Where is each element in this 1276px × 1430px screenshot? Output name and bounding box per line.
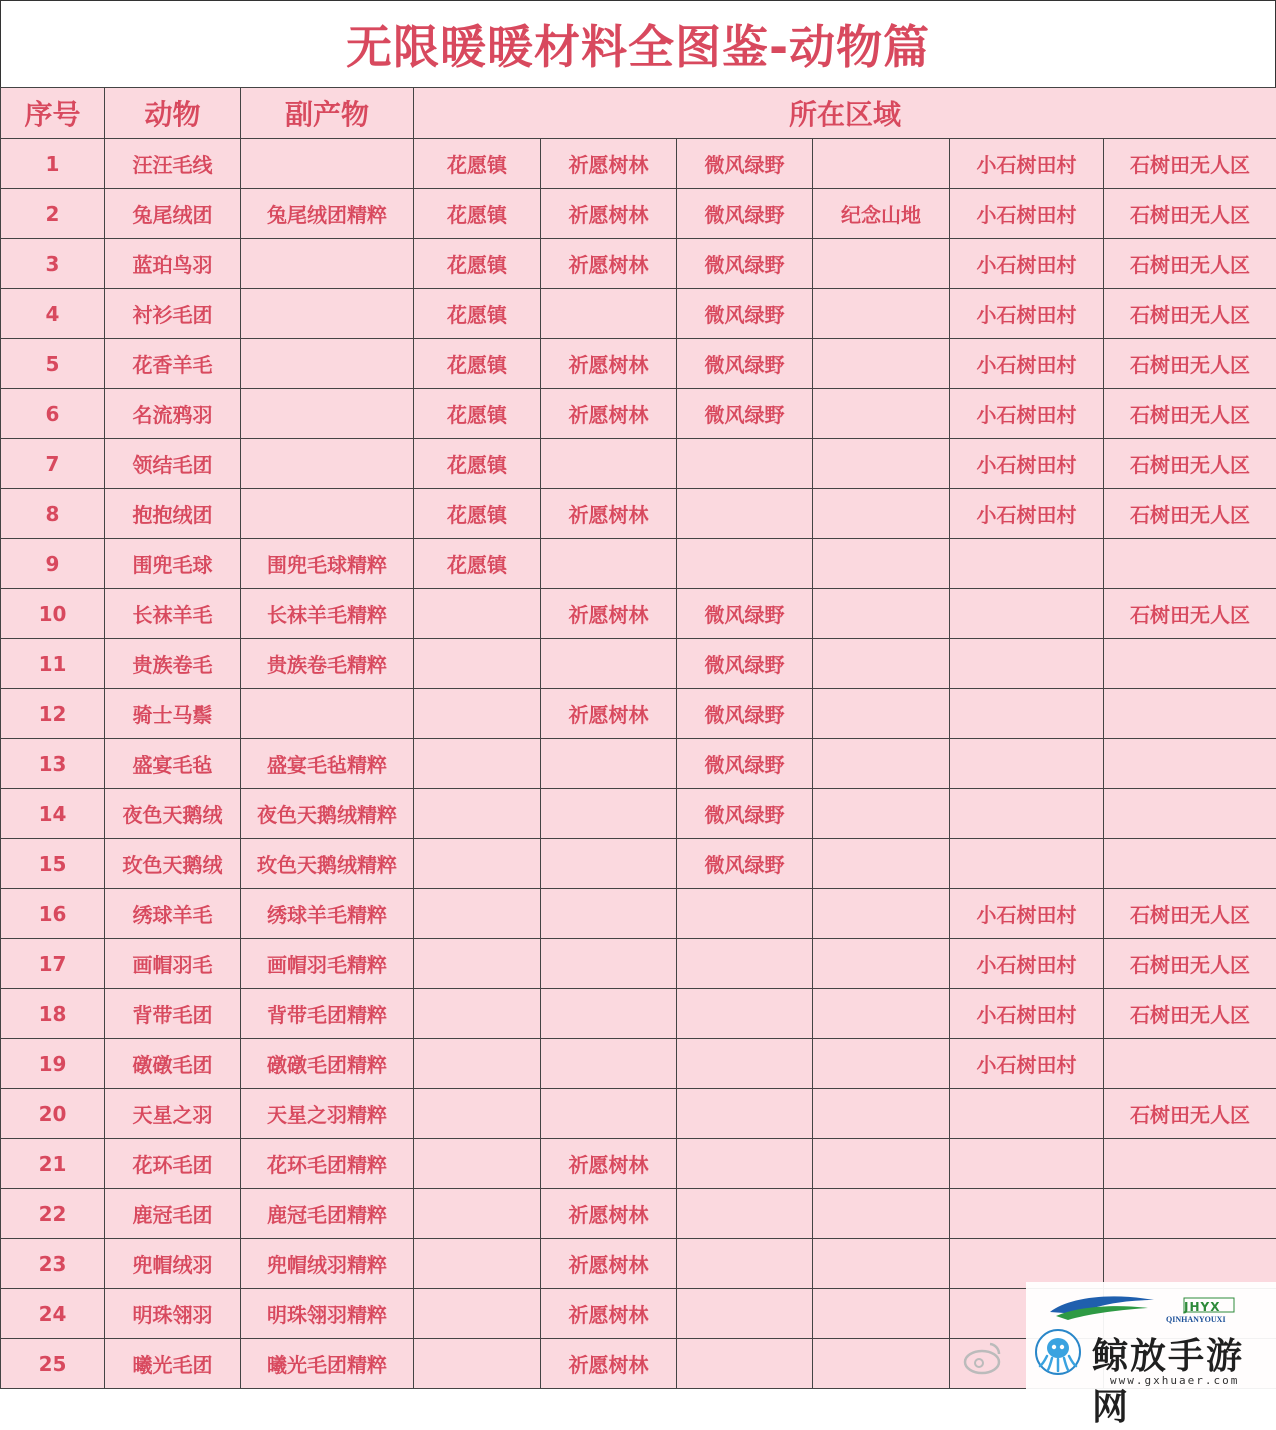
cell-area <box>414 1339 541 1389</box>
cell-area <box>813 389 950 439</box>
cell-byproduct: 礅礅毛团精粹 <box>241 1039 414 1089</box>
cell-area: 微风绿野 <box>677 839 813 889</box>
header-area: 所在区域 <box>414 88 1276 139</box>
table-row <box>1 489 1276 539</box>
cell-animal: 骑士马鬃 <box>105 689 241 739</box>
cell-area <box>414 1039 541 1089</box>
cell-area: 石树田无人区 <box>1104 889 1276 939</box>
cell-area: 小石树田村 <box>950 239 1104 289</box>
cell-area <box>1104 1189 1276 1239</box>
table-row <box>1 989 1276 1039</box>
cell-area: 石树田无人区 <box>1104 1089 1276 1139</box>
cell-animal: 围兜毛球 <box>105 539 241 589</box>
cell-byproduct: 背带毛团精粹 <box>241 989 414 1039</box>
cell-area <box>677 489 813 539</box>
cell-area: 微风绿野 <box>677 639 813 689</box>
cell-area <box>1104 1239 1276 1289</box>
cell-number: 16 <box>1 889 105 939</box>
cell-area: 祈愿树林 <box>541 1239 677 1289</box>
cell-area <box>541 889 677 939</box>
cell-area: 花愿镇 <box>414 289 541 339</box>
cell-number: 13 <box>1 739 105 789</box>
table-row <box>1 139 1276 189</box>
cell-area <box>414 789 541 839</box>
cell-area <box>414 889 541 939</box>
cell-area: 微风绿野 <box>677 239 813 289</box>
cell-animal: 花环毛团 <box>105 1139 241 1189</box>
cell-area: 花愿镇 <box>414 439 541 489</box>
cell-area <box>677 989 813 1039</box>
cell-area <box>813 239 950 289</box>
cell-area: 花愿镇 <box>414 489 541 539</box>
table-row <box>1 1089 1276 1139</box>
cell-byproduct <box>241 439 414 489</box>
cell-area: 小石树田村 <box>950 439 1104 489</box>
cell-area: 小石树田村 <box>950 339 1104 389</box>
cell-area: 花愿镇 <box>414 139 541 189</box>
cell-area: 祈愿树林 <box>541 689 677 739</box>
cell-byproduct <box>241 489 414 539</box>
cell-area: 小石树田村 <box>950 189 1104 239</box>
cell-area <box>414 739 541 789</box>
cell-byproduct: 绣球羊毛精粹 <box>241 889 414 939</box>
cell-area <box>541 739 677 789</box>
cell-area <box>813 589 950 639</box>
cell-area <box>813 1039 950 1089</box>
cell-area <box>1104 639 1276 689</box>
table-row <box>1 539 1276 589</box>
cell-area <box>677 539 813 589</box>
cell-animal: 绣球羊毛 <box>105 889 241 939</box>
cell-area <box>541 289 677 339</box>
cell-area <box>1104 1039 1276 1089</box>
cell-byproduct: 玫色天鹅绒精粹 <box>241 839 414 889</box>
cell-byproduct: 夜色天鹅绒精粹 <box>241 789 414 839</box>
cell-area: 石树田无人区 <box>1104 289 1276 339</box>
cell-area <box>677 1139 813 1189</box>
cell-animal: 天星之羽 <box>105 1089 241 1139</box>
cell-area: 花愿镇 <box>414 239 541 289</box>
cell-byproduct: 曦光毛团精粹 <box>241 1339 414 1389</box>
table-row <box>1 789 1276 839</box>
cell-area <box>541 939 677 989</box>
cell-number: 9 <box>1 539 105 589</box>
cell-area <box>950 689 1104 739</box>
cell-animal: 背带毛团 <box>105 989 241 1039</box>
cell-area: 祈愿树林 <box>541 1139 677 1189</box>
table-row <box>1 189 1276 239</box>
cell-area: 祈愿树林 <box>541 1189 677 1239</box>
cell-byproduct: 兜帽绒羽精粹 <box>241 1239 414 1289</box>
cell-area <box>414 589 541 639</box>
cell-area: 石树田无人区 <box>1104 489 1276 539</box>
cell-area <box>677 1089 813 1139</box>
cell-number: 19 <box>1 1039 105 1089</box>
cell-area <box>813 1339 950 1389</box>
cell-area <box>677 1239 813 1289</box>
cell-animal: 兜帽绒羽 <box>105 1239 241 1289</box>
site-name: 鲸放手游网 <box>1092 1328 1276 1430</box>
cell-area <box>414 1289 541 1339</box>
cell-animal: 名流鸦羽 <box>105 389 241 439</box>
cell-number: 15 <box>1 839 105 889</box>
cell-animal: 夜色天鹅绒 <box>105 789 241 839</box>
cell-number: 8 <box>1 489 105 539</box>
cell-area <box>677 439 813 489</box>
cell-animal: 衬衫毛团 <box>105 289 241 339</box>
cell-area <box>677 939 813 989</box>
cell-area: 花愿镇 <box>414 339 541 389</box>
table-row <box>1 339 1276 389</box>
cell-number: 7 <box>1 439 105 489</box>
cell-area <box>813 689 950 739</box>
cell-area <box>1104 1139 1276 1189</box>
cell-area: 石树田无人区 <box>1104 589 1276 639</box>
cell-byproduct: 围兜毛球精粹 <box>241 539 414 589</box>
cell-area <box>813 439 950 489</box>
header-row <box>1 88 1276 139</box>
cell-animal: 贵族卷毛 <box>105 639 241 689</box>
cell-area: 微风绿野 <box>677 789 813 839</box>
cell-area: 祈愿树林 <box>541 489 677 539</box>
cell-area <box>541 1089 677 1139</box>
cell-area: 微风绿野 <box>677 689 813 739</box>
table-row <box>1 1039 1276 1089</box>
cell-area <box>813 639 950 689</box>
table-row <box>1 239 1276 289</box>
cell-animal: 汪汪毛线 <box>105 139 241 189</box>
cell-area: 微风绿野 <box>677 589 813 639</box>
header-byproduct: 副产物 <box>241 88 414 139</box>
cell-byproduct: 长袜羊毛精粹 <box>241 589 414 639</box>
cell-area <box>813 1289 950 1339</box>
cell-animal: 曦光毛团 <box>105 1339 241 1389</box>
cell-area <box>813 839 950 889</box>
page-title: 无限暖暖材料全图鉴-动物篇 <box>0 0 1276 87</box>
cell-area <box>950 739 1104 789</box>
cell-area <box>677 1189 813 1239</box>
cell-animal: 蓝珀鸟羽 <box>105 239 241 289</box>
table-row <box>1 389 1276 439</box>
cell-area <box>541 789 677 839</box>
cell-area: 祈愿树林 <box>541 189 677 239</box>
cell-area: 小石树田村 <box>950 889 1104 939</box>
cell-number: 12 <box>1 689 105 739</box>
cell-area <box>1104 839 1276 889</box>
cell-area: 纪念山地 <box>813 189 950 239</box>
cell-area <box>813 289 950 339</box>
site-url: www.gxhuaer.com <box>1110 1374 1239 1387</box>
cell-area <box>414 839 541 889</box>
cell-area <box>813 339 950 389</box>
cell-area <box>677 1339 813 1389</box>
cell-number: 10 <box>1 589 105 639</box>
cell-area <box>541 1039 677 1089</box>
cell-area: 小石树田村 <box>950 389 1104 439</box>
cell-byproduct <box>241 689 414 739</box>
table-row <box>1 589 1276 639</box>
cell-byproduct <box>241 139 414 189</box>
cell-animal: 盛宴毛毡 <box>105 739 241 789</box>
cell-area: 花愿镇 <box>414 539 541 589</box>
cell-area <box>950 639 1104 689</box>
cell-area <box>414 639 541 689</box>
cell-animal: 画帽羽毛 <box>105 939 241 989</box>
header-animal: 动物 <box>105 88 241 139</box>
cell-area: 石树田无人区 <box>1104 389 1276 439</box>
cell-area <box>813 1089 950 1139</box>
cell-area: 小石树田村 <box>950 289 1104 339</box>
cell-area <box>813 489 950 539</box>
cell-area: 微风绿野 <box>677 339 813 389</box>
cell-byproduct: 画帽羽毛精粹 <box>241 939 414 989</box>
cell-area: 小石树田村 <box>950 1039 1104 1089</box>
cell-animal: 长袜羊毛 <box>105 589 241 639</box>
cell-area <box>414 1089 541 1139</box>
table-row <box>1 889 1276 939</box>
cell-area <box>541 639 677 689</box>
cell-area <box>950 839 1104 889</box>
cell-area <box>1104 789 1276 839</box>
table-row <box>1 289 1276 339</box>
cell-area <box>414 989 541 1039</box>
table-row <box>1 939 1276 989</box>
cell-area: 石树田无人区 <box>1104 939 1276 989</box>
cell-area: 石树田无人区 <box>1104 339 1276 389</box>
cell-area: 祈愿树林 <box>541 139 677 189</box>
cell-animal: 兔尾绒团 <box>105 189 241 239</box>
cell-number: 11 <box>1 639 105 689</box>
octopus-mascot-icon <box>1034 1328 1082 1378</box>
cell-area <box>541 989 677 1039</box>
cell-number: 4 <box>1 289 105 339</box>
cell-byproduct: 天星之羽精粹 <box>241 1089 414 1139</box>
cell-animal: 抱抱绒团 <box>105 489 241 539</box>
cell-area: 石树田无人区 <box>1104 139 1276 189</box>
cell-byproduct <box>241 389 414 439</box>
cell-area <box>541 839 677 889</box>
cell-area <box>813 789 950 839</box>
cell-area: 祈愿树林 <box>541 1289 677 1339</box>
cell-area <box>813 1239 950 1289</box>
cell-number: 24 <box>1 1289 105 1339</box>
cell-area: 微风绿野 <box>677 139 813 189</box>
cell-area <box>414 939 541 989</box>
table-row <box>1 689 1276 739</box>
cell-area: 微风绿野 <box>677 289 813 339</box>
cell-number: 17 <box>1 939 105 989</box>
cell-area: 祈愿树林 <box>541 239 677 289</box>
table-row <box>1 1239 1276 1289</box>
cell-area <box>1104 689 1276 739</box>
cell-area <box>1104 739 1276 789</box>
cell-area <box>813 739 950 789</box>
cell-animal: 花香羊毛 <box>105 339 241 389</box>
cell-area <box>414 1139 541 1189</box>
cell-area <box>950 789 1104 839</box>
cell-area <box>950 1089 1104 1139</box>
table-row <box>1 1139 1276 1189</box>
cell-area: 石树田无人区 <box>1104 439 1276 489</box>
header-number: 序号 <box>1 88 105 139</box>
cell-animal: 明珠翎羽 <box>105 1289 241 1339</box>
cell-area: 祈愿树林 <box>541 389 677 439</box>
cell-byproduct <box>241 239 414 289</box>
cell-area <box>813 989 950 1039</box>
cell-animal: 玫色天鹅绒 <box>105 839 241 889</box>
cell-number: 3 <box>1 239 105 289</box>
cell-area: 祈愿树林 <box>541 589 677 639</box>
cell-area: 花愿镇 <box>414 189 541 239</box>
cell-area: 小石树田村 <box>950 489 1104 539</box>
cell-number: 1 <box>1 139 105 189</box>
cell-animal: 领结毛团 <box>105 439 241 489</box>
cell-area: 微风绿野 <box>677 189 813 239</box>
whale-logo-icon <box>1048 1290 1158 1324</box>
cell-area <box>813 139 950 189</box>
cell-area <box>813 889 950 939</box>
table-row <box>1 839 1276 889</box>
cell-area <box>541 539 677 589</box>
cell-number: 5 <box>1 339 105 389</box>
cell-number: 6 <box>1 389 105 439</box>
materials-table <box>0 87 1276 1389</box>
cell-area: 石树田无人区 <box>1104 189 1276 239</box>
cell-byproduct <box>241 289 414 339</box>
cell-area <box>950 1239 1104 1289</box>
cell-number: 20 <box>1 1089 105 1139</box>
cell-area <box>677 1289 813 1339</box>
cell-area <box>950 1139 1104 1189</box>
weibo-icon <box>962 1338 1002 1378</box>
cell-area <box>414 1239 541 1289</box>
cell-byproduct <box>241 339 414 389</box>
cell-area <box>677 1039 813 1089</box>
table-row <box>1 739 1276 789</box>
cell-area <box>813 939 950 989</box>
cell-number: 22 <box>1 1189 105 1239</box>
cell-area: 小石树田村 <box>950 989 1104 1039</box>
table-row <box>1 1189 1276 1239</box>
cell-number: 23 <box>1 1239 105 1289</box>
cell-animal: 鹿冠毛团 <box>105 1189 241 1239</box>
cell-area <box>813 1139 950 1189</box>
cell-number: 14 <box>1 789 105 839</box>
cell-area: 小石树田村 <box>950 939 1104 989</box>
cell-area: 小石树田村 <box>950 139 1104 189</box>
cell-area: 微风绿野 <box>677 389 813 439</box>
site-watermark <box>1026 1282 1276 1389</box>
cell-area: 微风绿野 <box>677 739 813 789</box>
cell-area <box>950 539 1104 589</box>
cell-number: 25 <box>1 1339 105 1389</box>
cell-area <box>541 439 677 489</box>
cell-area <box>813 539 950 589</box>
cell-area <box>414 1189 541 1239</box>
cell-number: 18 <box>1 989 105 1039</box>
cell-byproduct: 明珠翎羽精粹 <box>241 1289 414 1339</box>
cell-byproduct: 鹿冠毛团精粹 <box>241 1189 414 1239</box>
cell-area: 祈愿树林 <box>541 339 677 389</box>
table-row <box>1 439 1276 489</box>
cell-area <box>677 889 813 939</box>
cell-area <box>950 1189 1104 1239</box>
cell-area <box>813 1189 950 1239</box>
cell-area <box>950 589 1104 639</box>
brand-pinyin: QINHANYOUXI <box>1166 1315 1226 1324</box>
cell-number: 2 <box>1 189 105 239</box>
cell-area <box>1104 539 1276 589</box>
cell-area: 祈愿树林 <box>541 1339 677 1389</box>
brand-small: JHYX <box>1184 1300 1220 1314</box>
cell-byproduct: 花环毛团精粹 <box>241 1139 414 1189</box>
cell-number: 21 <box>1 1139 105 1189</box>
table-row <box>1 639 1276 689</box>
cell-area <box>414 689 541 739</box>
cell-byproduct: 兔尾绒团精粹 <box>241 189 414 239</box>
cell-byproduct: 贵族卷毛精粹 <box>241 639 414 689</box>
cell-area: 花愿镇 <box>414 389 541 439</box>
cell-area: 石树田无人区 <box>1104 239 1276 289</box>
cell-area: 石树田无人区 <box>1104 989 1276 1039</box>
cell-animal: 礅礅毛团 <box>105 1039 241 1089</box>
cell-byproduct: 盛宴毛毡精粹 <box>241 739 414 789</box>
